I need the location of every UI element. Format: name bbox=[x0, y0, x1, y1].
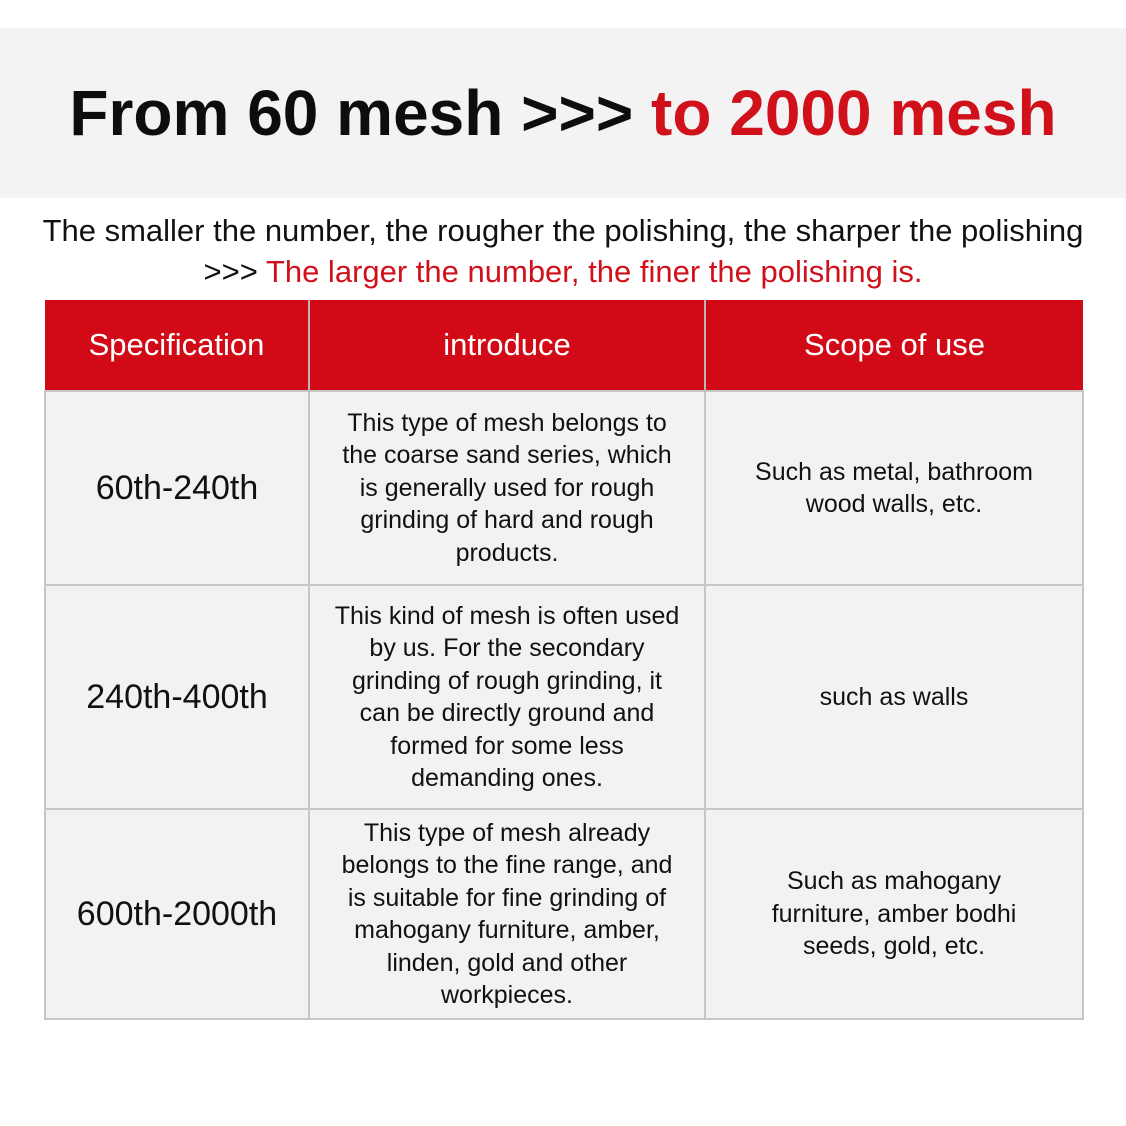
subtitle-highlight: The larger the number, the finer the polishing is. bbox=[265, 254, 923, 289]
title-banner bbox=[0, 28, 1126, 198]
title-part-black: From 60 mesh >>> bbox=[69, 77, 634, 149]
table-row bbox=[45, 391, 1083, 585]
table-header-row bbox=[45, 300, 1083, 391]
header-scope-of-use: Scope of use bbox=[705, 300, 1083, 391]
scope-cell: Such as mahogany furniture, amber bodhi seeds, gold, etc. bbox=[705, 809, 1083, 1019]
table-row bbox=[45, 809, 1083, 1019]
spec-cell: 240th-400th bbox=[45, 585, 309, 809]
spec-cell: 600th-2000th bbox=[45, 809, 309, 1019]
scope-cell: such as walls bbox=[705, 585, 1083, 809]
table-row bbox=[45, 585, 1083, 809]
page-title bbox=[69, 76, 1056, 150]
header-introduce: introduce bbox=[309, 300, 705, 391]
header-specification: Specification bbox=[45, 300, 309, 391]
intro-cell: This type of mesh already belongs to the fine range, and is suitable for fine grinding of mahogany furniture, amber, linden, gold and other workpieces. bbox=[309, 809, 705, 1019]
title-part-red: to 2000 mesh bbox=[651, 77, 1057, 149]
subtitle bbox=[40, 210, 1086, 292]
intro-cell: This type of mesh belongs to the coarse sand series, which is generally used for rough grinding of hard and rough products. bbox=[309, 391, 705, 585]
scope-cell: Such as metal, bathroom wood walls, etc. bbox=[705, 391, 1083, 585]
spec-table bbox=[44, 300, 1084, 1020]
spec-cell: 60th-240th bbox=[45, 391, 309, 585]
intro-cell: This kind of mesh is often used by us. For the secondary grinding of rough grinding, it can be directly ground and formed for some less demanding ones. bbox=[309, 585, 705, 809]
subtitle-text: The smaller the number, the rougher the polishing, the sharper the polishing >>> bbox=[42, 213, 1084, 289]
